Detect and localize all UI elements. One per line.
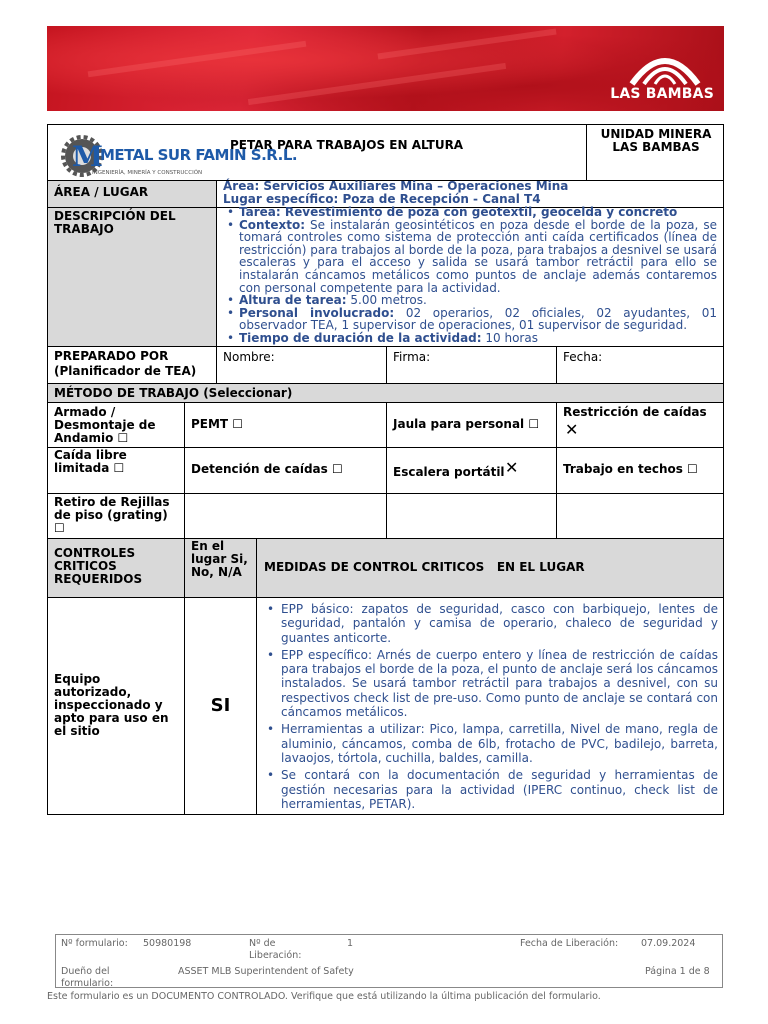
description-list <box>223 206 717 345</box>
page-indicator: Página 1 de 8 <box>645 966 710 977</box>
method-option-fall-arrest-label: Detención de caídas ☐ <box>191 462 343 476</box>
area-label: ÁREA / LUGAR <box>54 185 149 199</box>
release-number: 1 <box>347 938 354 949</box>
description-item-duration: • Tiempo de duración de la actividad: 10 horas <box>223 332 717 345</box>
controlled-document-disclaimer: Este formulario es un DOCUMENTO CONTROLADO. Verifique que está utilizando la última publicación del formulario. <box>47 991 601 1002</box>
method-empty-cell-1 <box>184 493 387 539</box>
las-bambas-logo-text: LAS BAMBAS <box>610 86 714 102</box>
measures-label: MEDIDAS DE CONTROL CRITICOS EN EL LUGAR <box>264 560 585 574</box>
mining-unit: UNIDAD MINERA LAS BAMBAS <box>600 128 712 154</box>
description-label: DESCRIPCIÓN DEL TRABAJO <box>54 209 176 236</box>
description-item-height: • Altura de tarea: 5.00 metros. <box>223 294 717 307</box>
measure-item: • EPP específico: Arnés de cuerpo entero y línea de restricción de caídas para trabajos el borde de la poza, el punto de anclaje será los cáncamos instalados. Se usará tambor retráctil para trabajos a desnivel, con su respectivos check list de pre-uso. Como punto de anclaje se contará con cáncamos metálicos. <box>263 648 718 719</box>
prepared-label: PREPARADO POR (Planificador de TEA) <box>54 349 197 378</box>
measure-item: • Herramientas a utilizar: Pico, lampa, carretilla, Nivel de mano, regla de aluminio, cáncamos, comba de 6lb, frotacho de PVC, badilejo, barreta, lavaojos, tórtola, cuchilla, baldes, camilla. <box>263 722 718 765</box>
answer-value: SI <box>210 695 231 716</box>
method-option-free-fall-label: Caída libre limitada ☐ <box>54 448 127 475</box>
owner-label: Dueño del formulario: <box>61 966 114 989</box>
in-place-label: En el lugar Si, No, N/A <box>191 539 248 579</box>
area-line: Área: Servicios Auxiliares Mina – Operaciones Mina <box>223 179 569 193</box>
owner: ASSET MLB Superintendent of Safety <box>178 966 354 977</box>
svg-text:M: M <box>72 140 103 173</box>
form-number: 50980198 <box>143 938 192 949</box>
form-title: PETAR PARA TRABAJOS EN ALTURA <box>230 138 464 152</box>
ladder-checked-x-icon: ✕ <box>505 458 519 477</box>
method-empty-cell-3 <box>556 493 724 539</box>
description-item-task: • Tarea: Revestimiento de poza con geotextil, geocelda y concreto <box>223 206 717 219</box>
method-option-cage-label: Jaula para personal ☐ <box>393 417 540 431</box>
method-option-fall-restraint-label: Restricción de caídas <box>563 405 707 419</box>
prepared-signature-label: Firma: <box>393 350 431 364</box>
method-option-pemt-label: PEMT ☐ <box>191 417 244 431</box>
header-banner <box>47 26 724 111</box>
controls-label: CONTROLES CRITICOS REQUERIDOS <box>54 546 143 586</box>
specific-place-line: Lugar específico: Poza de Recepción - Canal T4 <box>223 192 541 206</box>
release-date-label: Fecha de Liberación: <box>520 938 619 949</box>
las-bambas-arc-logo-icon <box>628 48 702 88</box>
method-option-ladder-label: Escalera portátil <box>393 465 505 479</box>
prepared-name-label: Nombre: <box>223 350 275 364</box>
method-option-scaffold-label: Armado / Desmontaje de Andamio ☐ <box>54 405 156 445</box>
measure-item: • Se contará con la documentación de seguridad y herramientas de gestión necesarias para la actividad (IPERC continuo, check list de herramientas, PETAR). <box>263 768 718 811</box>
release-date: 07.09.2024 <box>641 938 696 949</box>
method-empty-cell-2 <box>386 493 557 539</box>
form-number-label: Nº formulario: <box>61 938 128 949</box>
description-item-personnel: • Personal involucrado: 02 operarios, 02 oficiales, 02 ayudantes, 01 observador TEA, 1 supervisor de operaciones, 01 supervisor de seguridad. <box>223 307 717 332</box>
company-subtitle: INGENIERÍA, MINERÍA Y CONSTRUCCIÓN <box>92 170 203 176</box>
measure-item: • EPP básico: zapatos de seguridad, casco con barbiquejo, lentes de seguridad, pantalón y camisa de operario, chaleco de seguridad y guantes anticorte. <box>263 602 718 645</box>
company-name: METAL SUR FAMIN S.R.L. <box>100 146 298 164</box>
method-option-roof-work-label: Trabajo en techos ☐ <box>563 462 698 476</box>
equipment-label: Equipo autorizado, inspeccionado y apto para uso en el sitio <box>54 672 169 738</box>
method-option-grating-label: Retiro de Rejillas de piso (grating) ☐ <box>54 495 170 535</box>
measures-list <box>263 602 718 814</box>
fall-restraint-checked-x-icon: ✕ <box>565 420 579 439</box>
method-title: MÉTODO DE TRABAJO (Seleccionar) <box>54 386 293 400</box>
prepared-date-label: Fecha: <box>563 350 603 364</box>
release-number-label: Nº de Liberación: <box>249 938 302 961</box>
description-item-context: • Contexto: Se instalarán geosintéticos en poza desde el borde de la poza, se tomará controles como sistema de protección anti caída certificados (línea de restricción) para trabajos al borde de la poza, para trabajos a desnivel se usará escaleras y para el acceso y salida se usará tambor retráctil para ello se instalarán cáncamos metálicos como puntos de anclaje además contaremos con personal competente para la actividad. <box>223 219 717 295</box>
